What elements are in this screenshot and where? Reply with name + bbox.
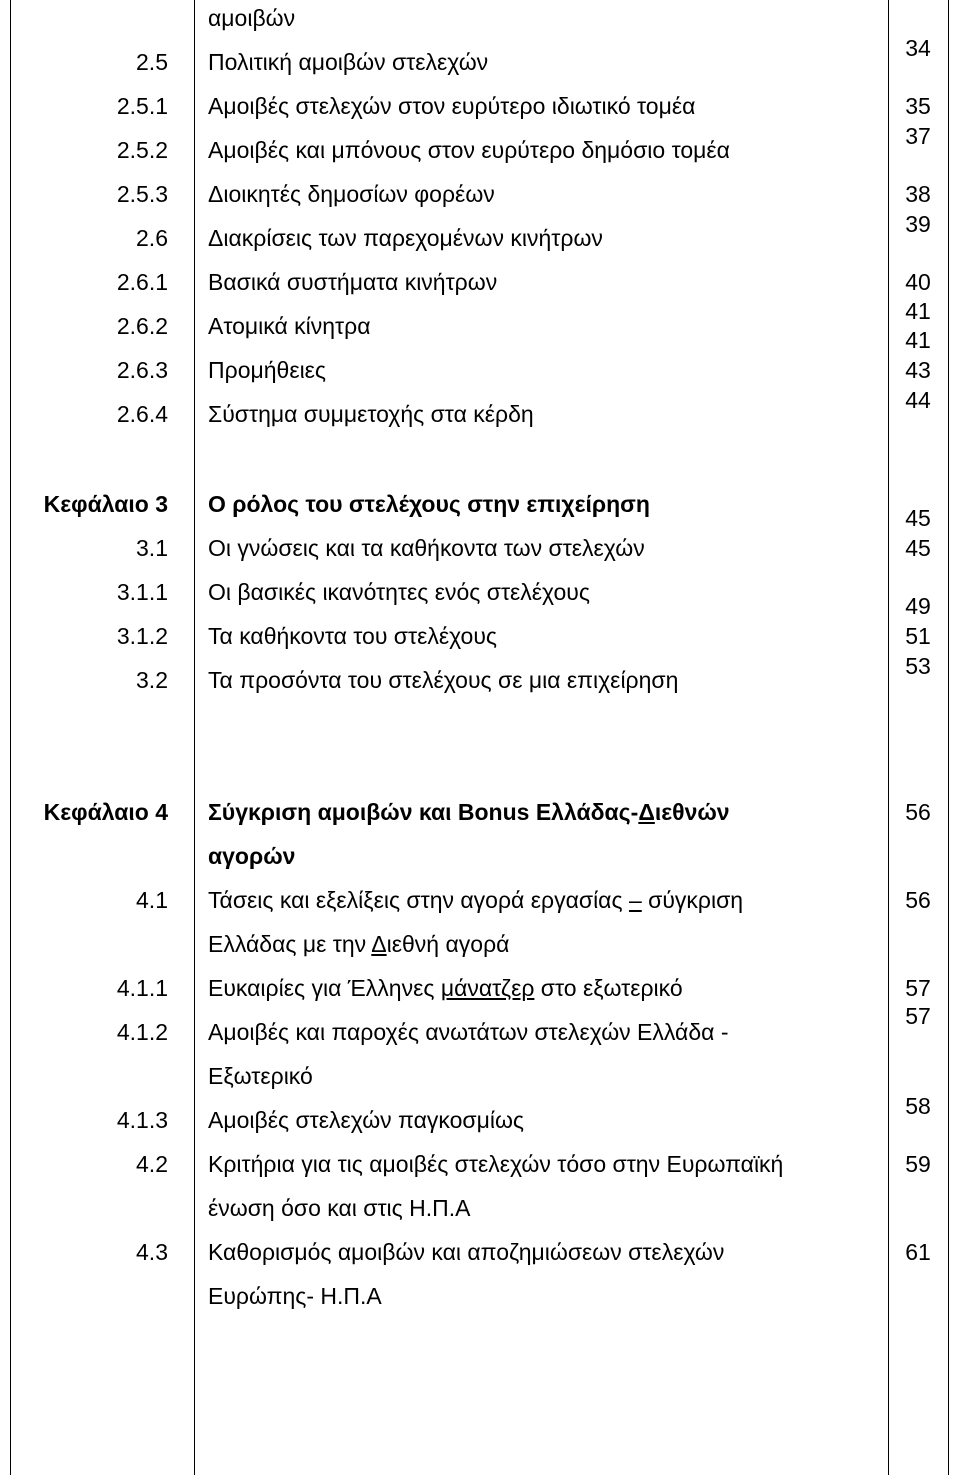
toc-entry-title: Τάσεις και εξελίξεις στην αγορά εργασίας – σύγκριση [208,887,744,913]
toc-entry-number: 3.2 [136,667,168,693]
toc-entry-number: 2.6.1 [116,269,168,295]
toc-title-fragment: αμοιβών [208,5,296,31]
toc-entry-number: 4.1.1 [116,975,168,1001]
toc-entry-title: Διοικητές δημοσίων φορέων [208,181,495,207]
toc-entry-page: 39 [905,211,931,237]
toc-entry-number: 3.1.2 [116,623,168,649]
toc-entry-page: 40 [905,269,931,295]
toc-entry-title: Ευκαιρίες για Έλληνες μάνατζερ στο εξωτερικό [208,975,683,1001]
toc-entry-title: Αμοιβές και μπόνους στον ευρύτερο δημόσιο τομέα [208,137,730,163]
toc-entry-page: 35 [905,93,931,119]
toc-entry-title: Βασικά συστήματα κινήτρων [208,269,498,295]
toc-entry-page: 58 [905,1093,931,1119]
toc-entry-page: 51 [905,623,931,649]
chapter-title: Σύγκριση αμοιβών και Bonus Ελλάδας-Διεθνών [208,799,730,825]
toc-entry-page: 49 [905,593,931,619]
toc-entry-title: Σύστημα συμμετοχής στα κέρδη [208,401,534,427]
toc-entry-number: 2.5.1 [116,93,168,119]
toc-entry-title-continued: Εξωτερικό [208,1063,313,1089]
toc-entry-page: 61 [905,1239,931,1265]
toc-entry-number: 4.1 [136,887,168,913]
toc-entry-page: 43 [905,357,931,383]
table-border-left [10,0,11,1475]
toc-entry-number: 4.2 [136,1151,168,1177]
toc-entry-title: Προμήθειες [208,357,327,383]
toc-entry-title-continued: Ευρώπης- Η.Π.Α [208,1283,382,1309]
toc-entry-title: Διακρίσεις των παρεχομένων κινήτρων [208,225,603,251]
toc-entry-title-continued: ένωση όσο και στις Η.Π.Α [208,1195,471,1221]
toc-entry-page: 59 [905,1151,931,1177]
chapter-label: Κεφάλαιο 3 [43,491,168,517]
toc-entry-page: 44 [905,387,931,413]
toc-entry-page: 41 [905,298,931,324]
table-border-right [948,0,949,1475]
toc-entry-number: 2.6.3 [116,357,168,383]
toc-entry-number: 2.6.2 [116,313,168,339]
toc-entry-title: Αμοιβές στελεχών παγκοσμίως [208,1107,524,1133]
toc-entry-page: 38 [905,181,931,207]
toc-entry-number: 2.6 [136,225,168,251]
toc-entry-page: 37 [905,123,931,149]
toc-entry-page: 57 [905,975,931,1001]
chapter-title: Ο ρόλος του στελέχους στην επιχείρηση [208,491,650,517]
toc-entry-number: 2.6.4 [116,401,168,427]
toc-entry-page: 45 [905,535,931,561]
toc-entry-number: 2.5 [136,49,168,75]
toc-entry-page: 45 [905,505,931,531]
toc-entry-number: 4.1.2 [116,1019,168,1045]
table-border-col2 [888,0,889,1475]
toc-entry-number: 3.1.1 [116,579,168,605]
toc-entry-title: Αμοιβές στελεχών στον ευρύτερο ιδιωτικό τομέα [208,93,696,119]
chapter-title-continued: αγορών [208,843,296,869]
toc-entry-title: Τα καθήκοντα του στελέχους [208,623,497,649]
toc-entry-page: 41 [905,327,931,353]
toc-entry-number: 4.1.3 [116,1107,168,1133]
table-border-col1 [194,0,195,1475]
toc-entry-number: 2.5.2 [116,137,168,163]
toc-entry-page: 34 [905,35,931,61]
toc-entry-title: Καθορισμός αμοιβών και αποζημιώσεων στελεχών [208,1239,725,1265]
toc-entry-title: Οι γνώσεις και τα καθήκοντα των στελεχών [208,535,645,561]
toc-entry-number: 2.5.3 [116,181,168,207]
toc-entry-title-continued: Ελλάδας με την Διεθνή αγορά [208,931,510,957]
toc-entry-title: Πολιτική αμοιβών στελεχών [208,49,489,75]
toc-entry-page: 56 [905,799,931,825]
toc-entry-title: Ατομικά κίνητρα [208,313,371,339]
toc-entry-title: Κριτήρια για τις αμοιβές στελεχών τόσο στην Ευρωπαϊκή [208,1151,784,1177]
toc-entry-title: Οι βασικές ικανότητες ενός στελέχους [208,579,590,605]
toc-entry-number: 4.3 [136,1239,168,1265]
toc-entry-title: Αμοιβές και παροχές ανωτάτων στελεχών Ελλάδα - [208,1019,729,1045]
chapter-label: Κεφάλαιο 4 [43,799,168,825]
toc-entry-number: 3.1 [136,535,168,561]
toc-entry-page: 53 [905,653,931,679]
toc-entry-page: 57 [905,1003,931,1029]
toc-entry-page: 56 [905,887,931,913]
toc-entry-title: Τα προσόντα του στελέχους σε μια επιχείρηση [208,667,679,693]
